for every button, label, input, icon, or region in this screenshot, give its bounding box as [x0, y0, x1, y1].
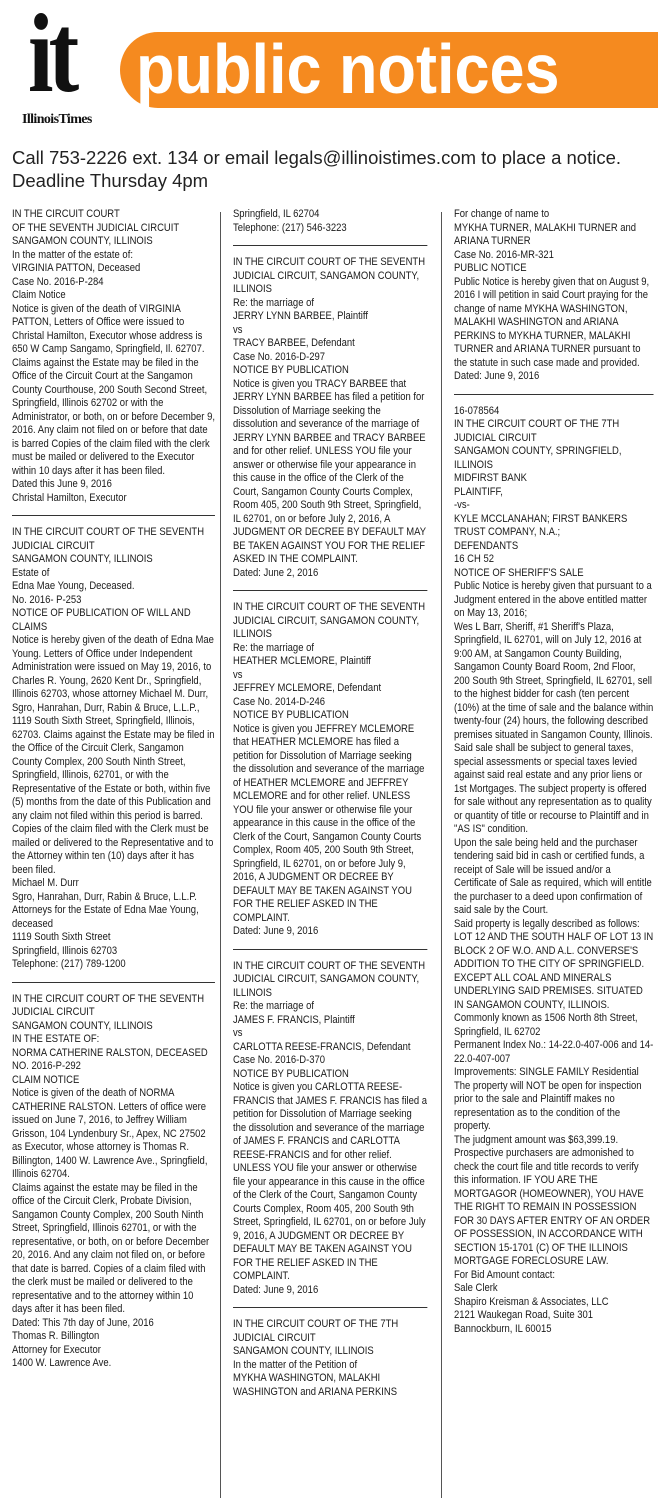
notice-barbee-marriage: IN THE CIRCUIT COURT OF THE SEVENTH JUDICIAL CIRCUIT, SANGAMON COUNTY, ILLINOIS Re: the marriage of JERRY LYNN BARBEE, Plaintiff vs TRACY BARBEE, Defendant Case No. 2016-D-297 NOTICE BY PUBLICATION Notice is given you TRACY BARBEE that JERRY LYNN BARBEE has filed a petition for Dissolution of Marriage seeking the dissolution and severance of the marriage of JERRY LYNN BARBEE and TRACY BARBEE and for other relief. UNLESS YOU file your answer or otherwise file your appearance in this cause in the office of the Clerk of the Court, Sangamon County Courts Complex, Room 405, 200 South 9th Street, Springfield, IL 62701, on or before July 2, 2016, A JUDGMENT OR DECREE BY DEFAULT MAY BE TAKEN AGAINST YOU FOR THE RELIEF ASKED IN THE COMPLAINT. Dated: June 2, 2016: [233, 256, 426, 579]
notice-name-change-continued: For change of name to MYKHA TURNER, MALAKHI TURNER and ARIANA TURNER Case No. 2016-MR-321 PUBLIC NOTICE Public Notice is hereby given that on August 9, 2016 I will petition in said Court praying for the change of name MYKHA WASHINGTON, MALAKHI WASHINGTON and ARIANA PERKINS to MYKHA TURNER, MALAKHI TURNER and ARIANA TURNER pursuant to the statute in such case made and provided. Dated: June 9, 2016: [454, 208, 650, 382]
contact-line: Call 753-2226 ext. 134 or email legals@illinoistimes.com to place a notice.: [12, 147, 622, 168]
section-banner: [120, 32, 658, 108]
notice-ralston-continued: Springfield, IL 62704 Telephone: (217) 546-3223: [233, 208, 347, 234]
notice-column-3: [454, 208, 654, 1336]
column-divider: [220, 212, 221, 1498]
deadline-line: Deadline Thursday 4pm: [12, 170, 209, 191]
contact-info: [12, 146, 652, 192]
notice-divider: [233, 949, 427, 950]
logo-mark: it: [28, 0, 75, 116]
notice-divider: [233, 1307, 427, 1308]
illinois-times-logo[interactable]: [20, 0, 115, 132]
notice-sheriffs-sale: 16-078564 IN THE CIRCUIT COURT OF THE 7TH JUDICIAL CIRCUIT SANGAMON COUNTY, SPRINGFIELD, ILLINOIS MIDFIRST BANK PLAINTIFF, -vs- KYLE MCCLANAHAN; FIRST BANKERS TRUST COMPANY, N.A.; DEFENDANTS 16 CH 52 NOTICE OF SHERIFF'S SALE Public Notice is hereby given that pursuant to a Judgment entered in the above entitled matter on May 13, 2016; Wes L Barr, Sheriff, #1 Sheriff's Plaza, Springfield, IL 62701, will on July 12, 2016 at 9:00 AM, at Sangamon County Building, Sangamon County Board Room, 2nd Floor, 200 South 9th Street, Springfield, IL 62701, sell to the highest bidder for cash (ten percent (10%) at the time of sale and the balance within twenty-four (24) hours, the following described premises situated in Sangamon County, Illinois. Said sale shall be subject to general taxes, special assessments or special taxes levied against said real estate and any prior liens or 1st Mortgages. The subject property is offered for sale without any representation as to quality or quantity of title or recourse to Plaintiff and in "AS IS" condition. Upon the sale being held and the purchaser tendering said bid in cash or certified funds, a receipt of Sale will be issued and/or a Certificate of Sale as required, which will entitle the purchaser to a deed upon confirmation of said sale by the Court. Said property is legally described as follows: LOT 12 AND THE SOUTH HALF OF LOT 13 IN BLOCK 2 OF W.O. AND A.L. CONVERSE'S ADDITION TO THE CITY OF SPRINGFIELD. EXCEPT ALL COAL AND MINERALS UNDERLYING SAID PREMISES. SITUATED IN SANGAMON COUNTY, ILLINOIS. Commonly known as 1506 North 8th Street, Springfield, IL 62702 Permanent Index No.: 14-22.0-407-006 and 14-22.0-407-007 Improvements: SINGLE FAMILY Residential The property will NOT be open for inspection prior to the sale and Plaintiff makes no representation as to the condition of the property. The judgment amount was $63,399.19. Prospective purchasers are admonished to check the court file and title records to verify this information. IF YOU ARE THE MORTGAGOR (HOMEOWNER), YOU HAVE THE RIGHT TO REMAIN IN POSSESSION FOR 30 DAYS AFTER ENTRY OF AN ORDER OF POSSESSION, IN ACCORDANCE WITH SECTION 15-1701 (C) OF THE ILLINOIS MORTGAGE FORECLOSURE LAW. For Bid Amount contact: Sale Clerk Shapiro Kreisman & Associates, LLC 2121 Waukegan Road, Suite 301 Bannockburn, IL 60015: [454, 404, 654, 1335]
logo-brand: IllinoisTimes: [22, 112, 92, 127]
notice-column-1: [12, 208, 215, 1371]
notice-francis-marriage: IN THE CIRCUIT COURT OF THE SEVENTH JUDICIAL CIRCUIT, SANGAMON COUNTY, ILLINOIS Re: the marriage of JAMES F. FRANCIS, Plaintiff vs CARLOTTA REESE-FRANCIS, Defendant Case No. 2016-D-370 NOTICE BY PUBLICATION Notice is given you CARLOTTA REESE-FRANCIS that JAMES F. FRANCIS has filed a petition for Dissolution of Marriage seeking the dissolution and severance of the marriage of JAMES F. FRANCIS and CARLOTTA REESE-FRANCIS and for other relief. UNLESS YOU file your answer or otherwise file your appearance in this cause in the office of the Clerk of the Court, Sangamon County Courts Complex, Room 405, 200 South 9th Street, Springfield, IL 62701, on or before July 9, 2016, A JUDGMENT OR DECREE BY DEFAULT MAY BE TAKEN AGAINST YOU FOR THE RELIEF ASKED IN THE COMPLAINT. Dated: June 9, 2016: [233, 959, 427, 1296]
notice-divider: [454, 394, 654, 395]
column-divider: [441, 212, 442, 1498]
section-title: public notices: [136, 30, 560, 108]
notice-name-change-petition: IN THE CIRCUIT COURT OF THE 7TH JUDICIAL CIRCUIT SANGAMON COUNTY, ILLINOIS In the matter of the Petition of MYKHA WASHINGTON, MALAKHI WASHINGTON and ARIANA PERKINS: [233, 1318, 399, 1398]
notice-column-2: [233, 208, 427, 1399]
notice-divider: [233, 245, 427, 246]
notice-ralston-estate: IN THE CIRCUIT COURT OF THE SEVENTH JUDICIAL CIRCUIT SANGAMON COUNTY, ILLINOIS IN THE ESTATE OF: NORMA CATHERINE RALSTON, DECEASED NO. 2016-P-292 CLAIM NOTICE Notice is given of the death of NORMA CATHERINE RALSTON. Letters of office were issued on June 7, 2016, to Jeffrey William Grisson, 104 Lyndenbury Sr., Apex, NC 27502 as Executor, whose attorney is Thomas R. Billington, 1400 W. Lawrence Ave., Springfield, Illinois 62704. Claims against the estate may be filed in the office of the Circuit Clerk, Probate Division, Sangamon County Complex, 200 South Ninth Street, Springfield, Illinois 62701, or with the representative, or both, on or before December 20, 2016. And any claim not filed on, or before that date is barred. Copies of a claim filed with the clerk must be mailed or delivered to the representative and to the attorney within 10 days after it has been filed. Dated: This 7th day of June, 2016 Thomas R. Billington Attorney for Executor 1400 W. Lawrence Ave.: [12, 992, 210, 1369]
notice-divider: [12, 982, 215, 983]
notice-divider: [233, 590, 427, 591]
notice-patton-estate: IN THE CIRCUIT COURT OF THE SEVENTH JUDICIAL CIRCUIT SANGAMON COUNTY, ILLINOIS In the matter of the estate of: VIRGINIA PATTON, Deceased Case No. 2016-P-284 Claim Notice Notice is given of the death of VIRGINIA PATTON, Letters of Office were issued to Christal Hamilton, Executor whose address is 650 W Camp Sangamo, Springfield, Il. 62707. Claims against the Estate may be filed in the Office of the Circuit Court at the Sangamon County Courthouse, 200 South Second Street, Springfield, Illinois 62702 or with the Administrator, or both, on or before December 9, 2016. Any claim not filed on or before that date is barred Copies of the claim filed with the clerk must be mailed or delivered to the Executor within 10 days after it has been filed. Dated this June 9, 2016 Christal Hamilton, Executor: [12, 208, 215, 504]
notice-mclemore-marriage: IN THE CIRCUIT COURT OF THE SEVENTH JUDICIAL CIRCUIT, SANGAMON COUNTY, ILLINOIS Re: the marriage of HEATHER MCLEMORE, Plaintiff vs JEFFREY MCLEMORE, Defendant Case No. 2014-D-246 NOTICE BY PUBLICATION Notice is given you JEFFREY MCLEMORE that HEATHER MCLEMORE has filed a petition for Dissolution of Marriage seeking the dissolution and severance of the marriage of HEATHER MCLEMORE and JEFFREY MCLEMORE and for other relief. UNLESS YOU file your answer or otherwise file your appearance in this cause in the office of the Clerk of the Court, Sangamon County Courts Complex, Room 405, 200 South 9th Street, Springfield, IL 62701, on or before July 9, 2016, A JUDGMENT OR DECREE BY DEFAULT MAY BE TAKEN AGAINST YOU FOR THE RELIEF ASKED IN THE COMPLAINT. Dated: June 9, 2016: [233, 601, 426, 937]
notice-divider: [12, 515, 215, 516]
page-header: [0, 0, 658, 140]
notice-young-estate: IN THE CIRCUIT COURT OF THE SEVENTH JUDICIAL CIRCUIT SANGAMON COUNTY, ILLINOIS Estate of Edna Mae Young, Deceased. No. 2016- P-253 NOTICE OF PUBLICATION OF WILL AND CLAIMS Notice is hereby given of the death of Edna Mae Young. Letters of Office under Independent Administration were issued on May 19, 2016, to Charles R. Young, 2620 Kent Dr., Springfield, Illinois 62703, whose attorney Michael M. Durr, Sgro, Hanrahan, Durr, Rabin & Bruce, L.L.P., 1119 South Sixth Street, Springfield, Illinois, 62703. Claims against the Estate may be filed in the Office of the Circuit Clerk, Sangamon County Complex, 200 South Ninth Street, Springfield, Illinois, 62701, or with the Representative of the Estate or both, within five (5) months from the date of this Publication and any claim not filed within this period is barred. Copies of the claim filed with the Clerk must be mailed or delivered to the Representative and to the Attorney within ten (10) days after it has been filed. Michael M. Durr Sgro, Hanrahan, Durr, Rabin & Bruce, L.L.P. Attorneys for the Estate of Edna Mae Young, deceased 1119 South Sixth Street Springfield, Illinois 62703 Telephone: (217) 789-1200: [12, 526, 215, 970]
